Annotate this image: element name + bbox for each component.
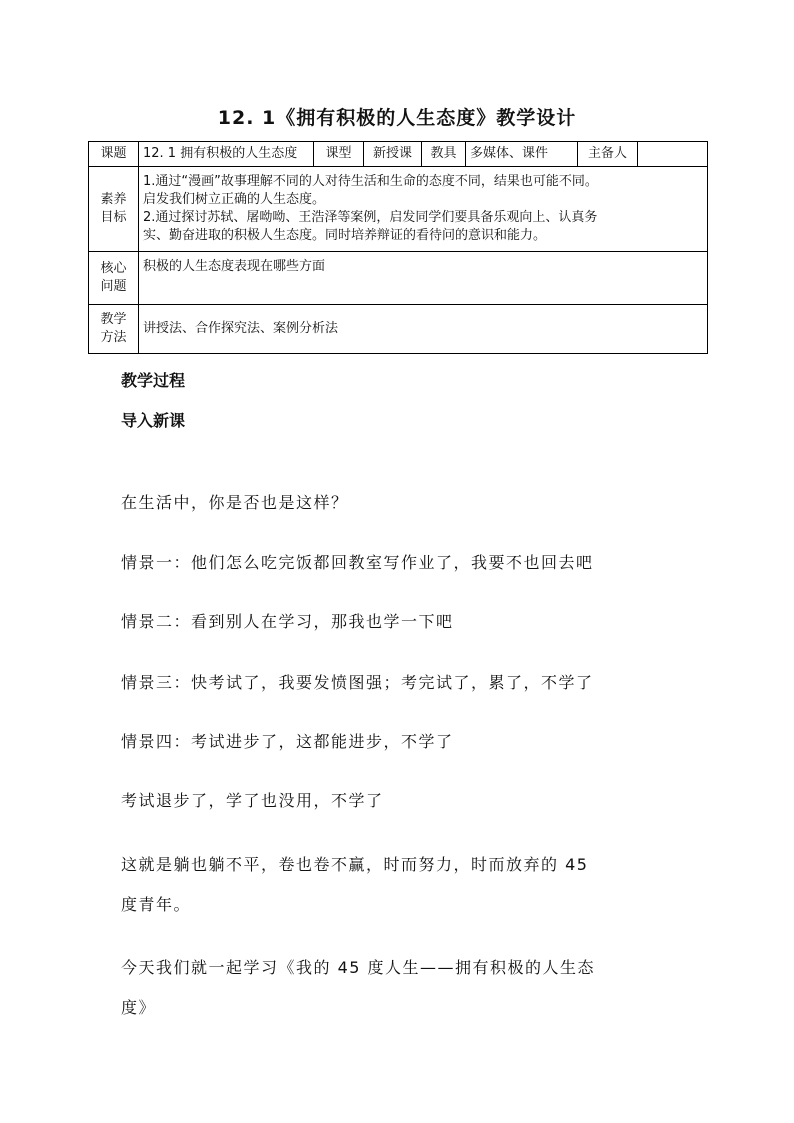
type-value: 新授课 <box>364 142 422 167</box>
table-row-goals <box>89 167 708 252</box>
tools-value: 多媒体、课件 <box>466 142 578 167</box>
tools-label: 教具 <box>422 142 466 167</box>
goal-line: 1.通过“漫画”故事理解不同的人对待生活和生命的态度不同，结果也可能不同。 <box>143 174 598 189</box>
paragraph: 情景一：他们怎么吃完饭都回教室写作业了，我要不也回去吧 <box>121 553 594 572</box>
paragraph: 情景四：考试进步了，这都能进步，不学了 <box>121 732 454 751</box>
method-label-line-2: 方法 <box>100 330 127 345</box>
intro-heading: 导入新课 <box>121 411 186 430</box>
paragraph: 这就是躺也躺不平，卷也卷不赢，时而努力，时而放弃的 45 <box>121 855 589 874</box>
preparer-label: 主备人 <box>578 142 638 167</box>
teaching-process-heading: 教学过程 <box>121 371 186 390</box>
goal-line: 实、勤奋进取的积极人生态度。同时培养辩证的看待问的意识和能力。 <box>143 228 547 243</box>
preparer-value <box>638 142 708 167</box>
method-label <box>89 305 139 354</box>
table-row-method <box>89 305 708 354</box>
core-label-line-1: 核心 <box>100 261 127 276</box>
paragraph: 今天我们就一起学习《我的 45 度人生——拥有积极的人生态 <box>121 958 596 977</box>
goal-label <box>89 167 139 252</box>
paragraph: 在生活中，你是否也是这样？ <box>121 493 349 512</box>
core-value: 积极的人生态度表现在哪些方面 <box>139 252 708 305</box>
method-label-line-1: 教学 <box>100 312 127 327</box>
page-title: 12. 1《拥有积极的人生态度》教学设计 <box>217 107 577 129</box>
paragraph: 情景二：看到别人在学习，那我也学一下吧 <box>121 612 454 631</box>
paragraph: 度》 <box>121 998 157 1017</box>
core-label <box>89 252 139 305</box>
paragraph: 情景三：快考试了，我要发愤图强；考完试了，累了，不学了 <box>121 673 594 692</box>
paragraph: 度青年。 <box>121 895 192 914</box>
goal-label-line-1: 素养 <box>100 192 127 207</box>
lesson-info-table <box>88 141 708 354</box>
topic-value: 12. 1 拥有积极的人生态度 <box>139 142 314 167</box>
goal-line: 2.通过探讨苏轼、屠呦呦、王浩泽等案例，启发同学们要具备乐观向上、认真务 <box>143 210 598 225</box>
paragraph: 考试退步了，学了也没用，不学了 <box>121 791 384 810</box>
table-row-topic <box>89 142 708 167</box>
type-label: 课型 <box>314 142 364 167</box>
table-row-core-question <box>89 252 708 305</box>
goal-line: 启发我们树立正确的人生态度。 <box>143 192 326 207</box>
core-label-line-2: 问题 <box>100 279 127 294</box>
method-value: 讲授法、合作探究法、案例分析法 <box>139 305 708 354</box>
topic-label: 课题 <box>89 142 139 167</box>
goal-value <box>139 167 708 252</box>
goal-label-line-2: 目标 <box>100 210 127 225</box>
